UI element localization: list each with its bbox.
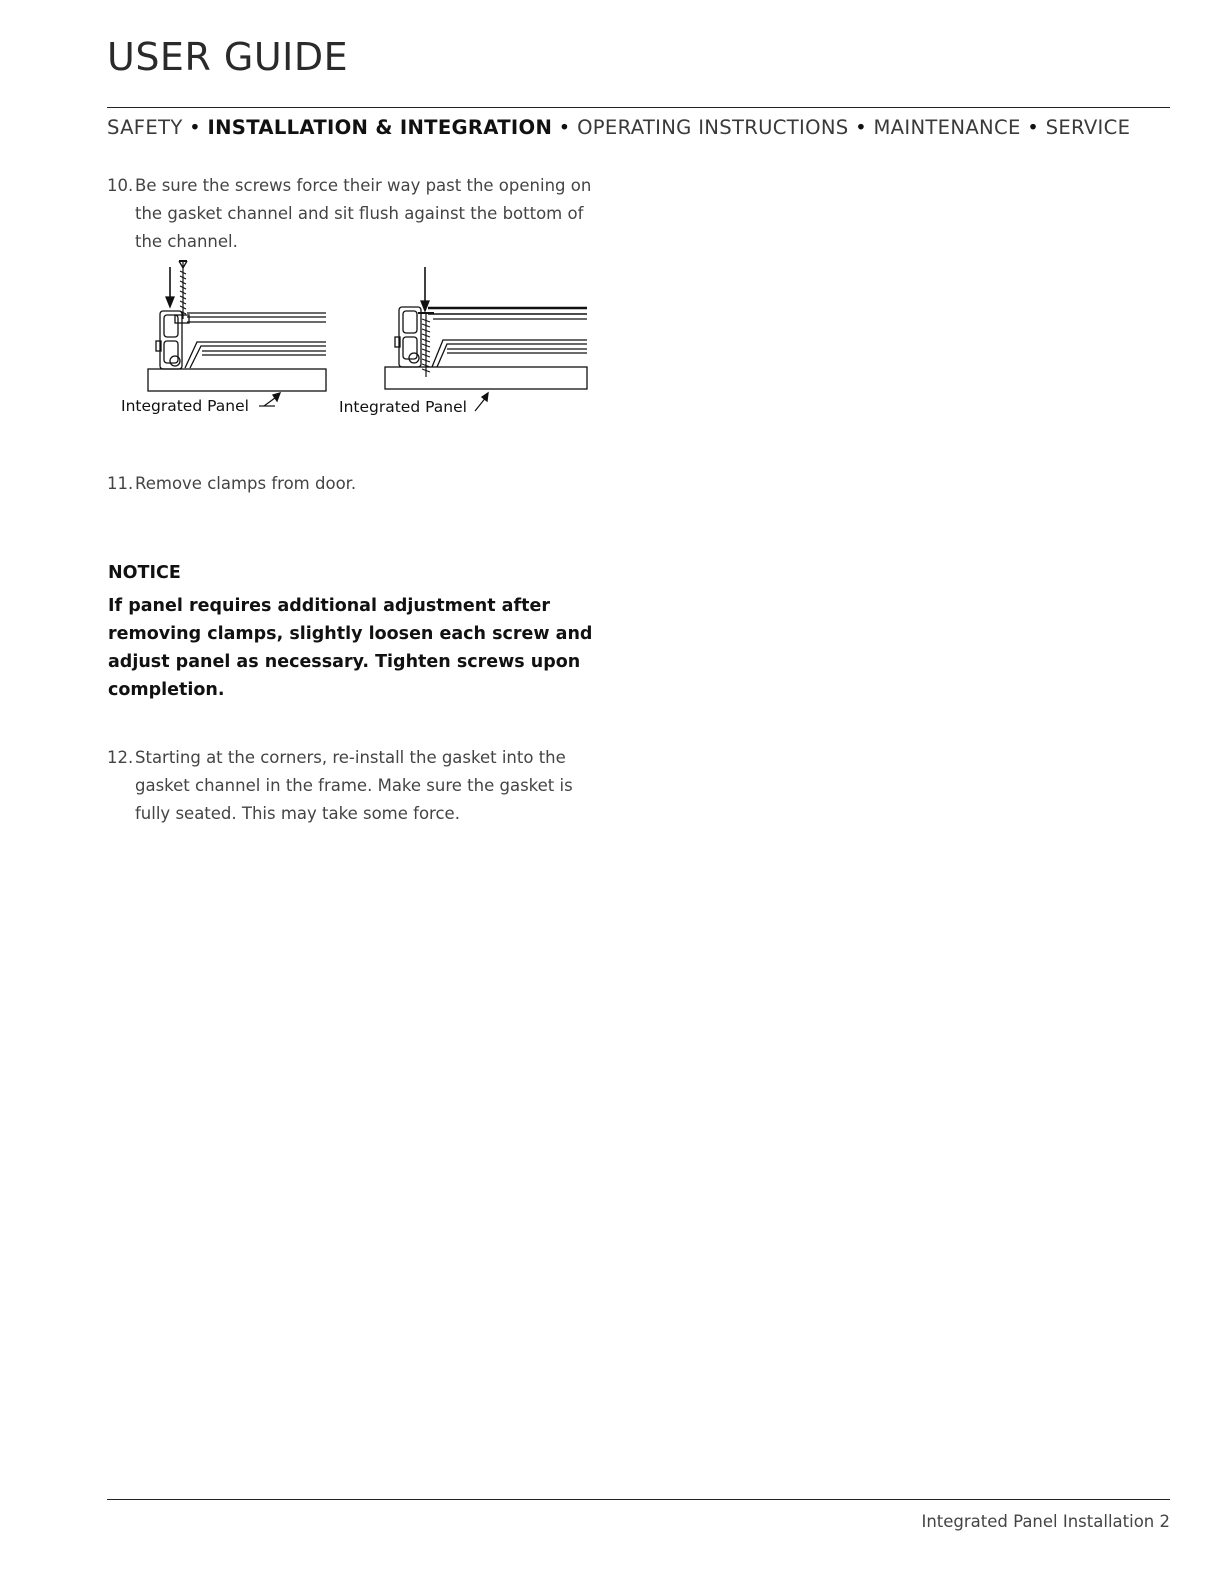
nav-item-service: SERVICE — [1045, 116, 1131, 139]
nav-item-installation-integration: INSTALLATION & INTEGRATION — [207, 116, 553, 139]
step-number: 10. — [107, 176, 134, 195]
step-text: Be sure the screws force their way past the opening on the gasket channel and sit flush against the bottom of the channel. — [135, 176, 592, 251]
document-title: USER GUIDE — [107, 35, 349, 79]
nav-separator: • — [558, 116, 578, 139]
step-number: 11. — [107, 474, 134, 493]
notice-heading: NOTICE — [108, 563, 181, 583]
step-11 — [107, 470, 602, 498]
figure-1-cross-section — [148, 261, 326, 406]
figure-1-label: Integrated Panel — [121, 397, 249, 415]
page-footer-label: Integrated Panel Installation 2 — [921, 1512, 1170, 1531]
nav-separator: • — [189, 116, 208, 139]
step-number: 12. — [107, 748, 134, 767]
notice-body: If panel requires additional adjustment after removing clamps, slightly loosen each screw and adjust panel as necessary. Tighten screws upon completion. — [108, 596, 593, 700]
nav-separator: • — [855, 116, 874, 139]
installation-figures — [107, 255, 607, 430]
nav-item-maintenance: MAINTENANCE — [873, 116, 1021, 139]
section-navigation — [107, 114, 1170, 142]
step-text: Remove clamps from door. — [135, 474, 357, 493]
figure-2-cross-section — [385, 267, 587, 411]
step-10 — [107, 172, 602, 256]
footer-divider — [107, 1499, 1170, 1500]
nav-separator: • — [1027, 116, 1046, 139]
figure-2-label: Integrated Panel — [339, 398, 467, 416]
step-12 — [107, 744, 602, 828]
header-divider — [107, 107, 1170, 108]
step-text: Starting at the corners, re-install the gasket into the gasket channel in the frame. Make sure the gasket is fully seated. This may take some force. — [135, 748, 573, 823]
nav-item-operating-instructions: OPERATING INSTRUCTIONS — [577, 116, 849, 139]
nav-item-safety: SAFETY — [107, 116, 183, 139]
